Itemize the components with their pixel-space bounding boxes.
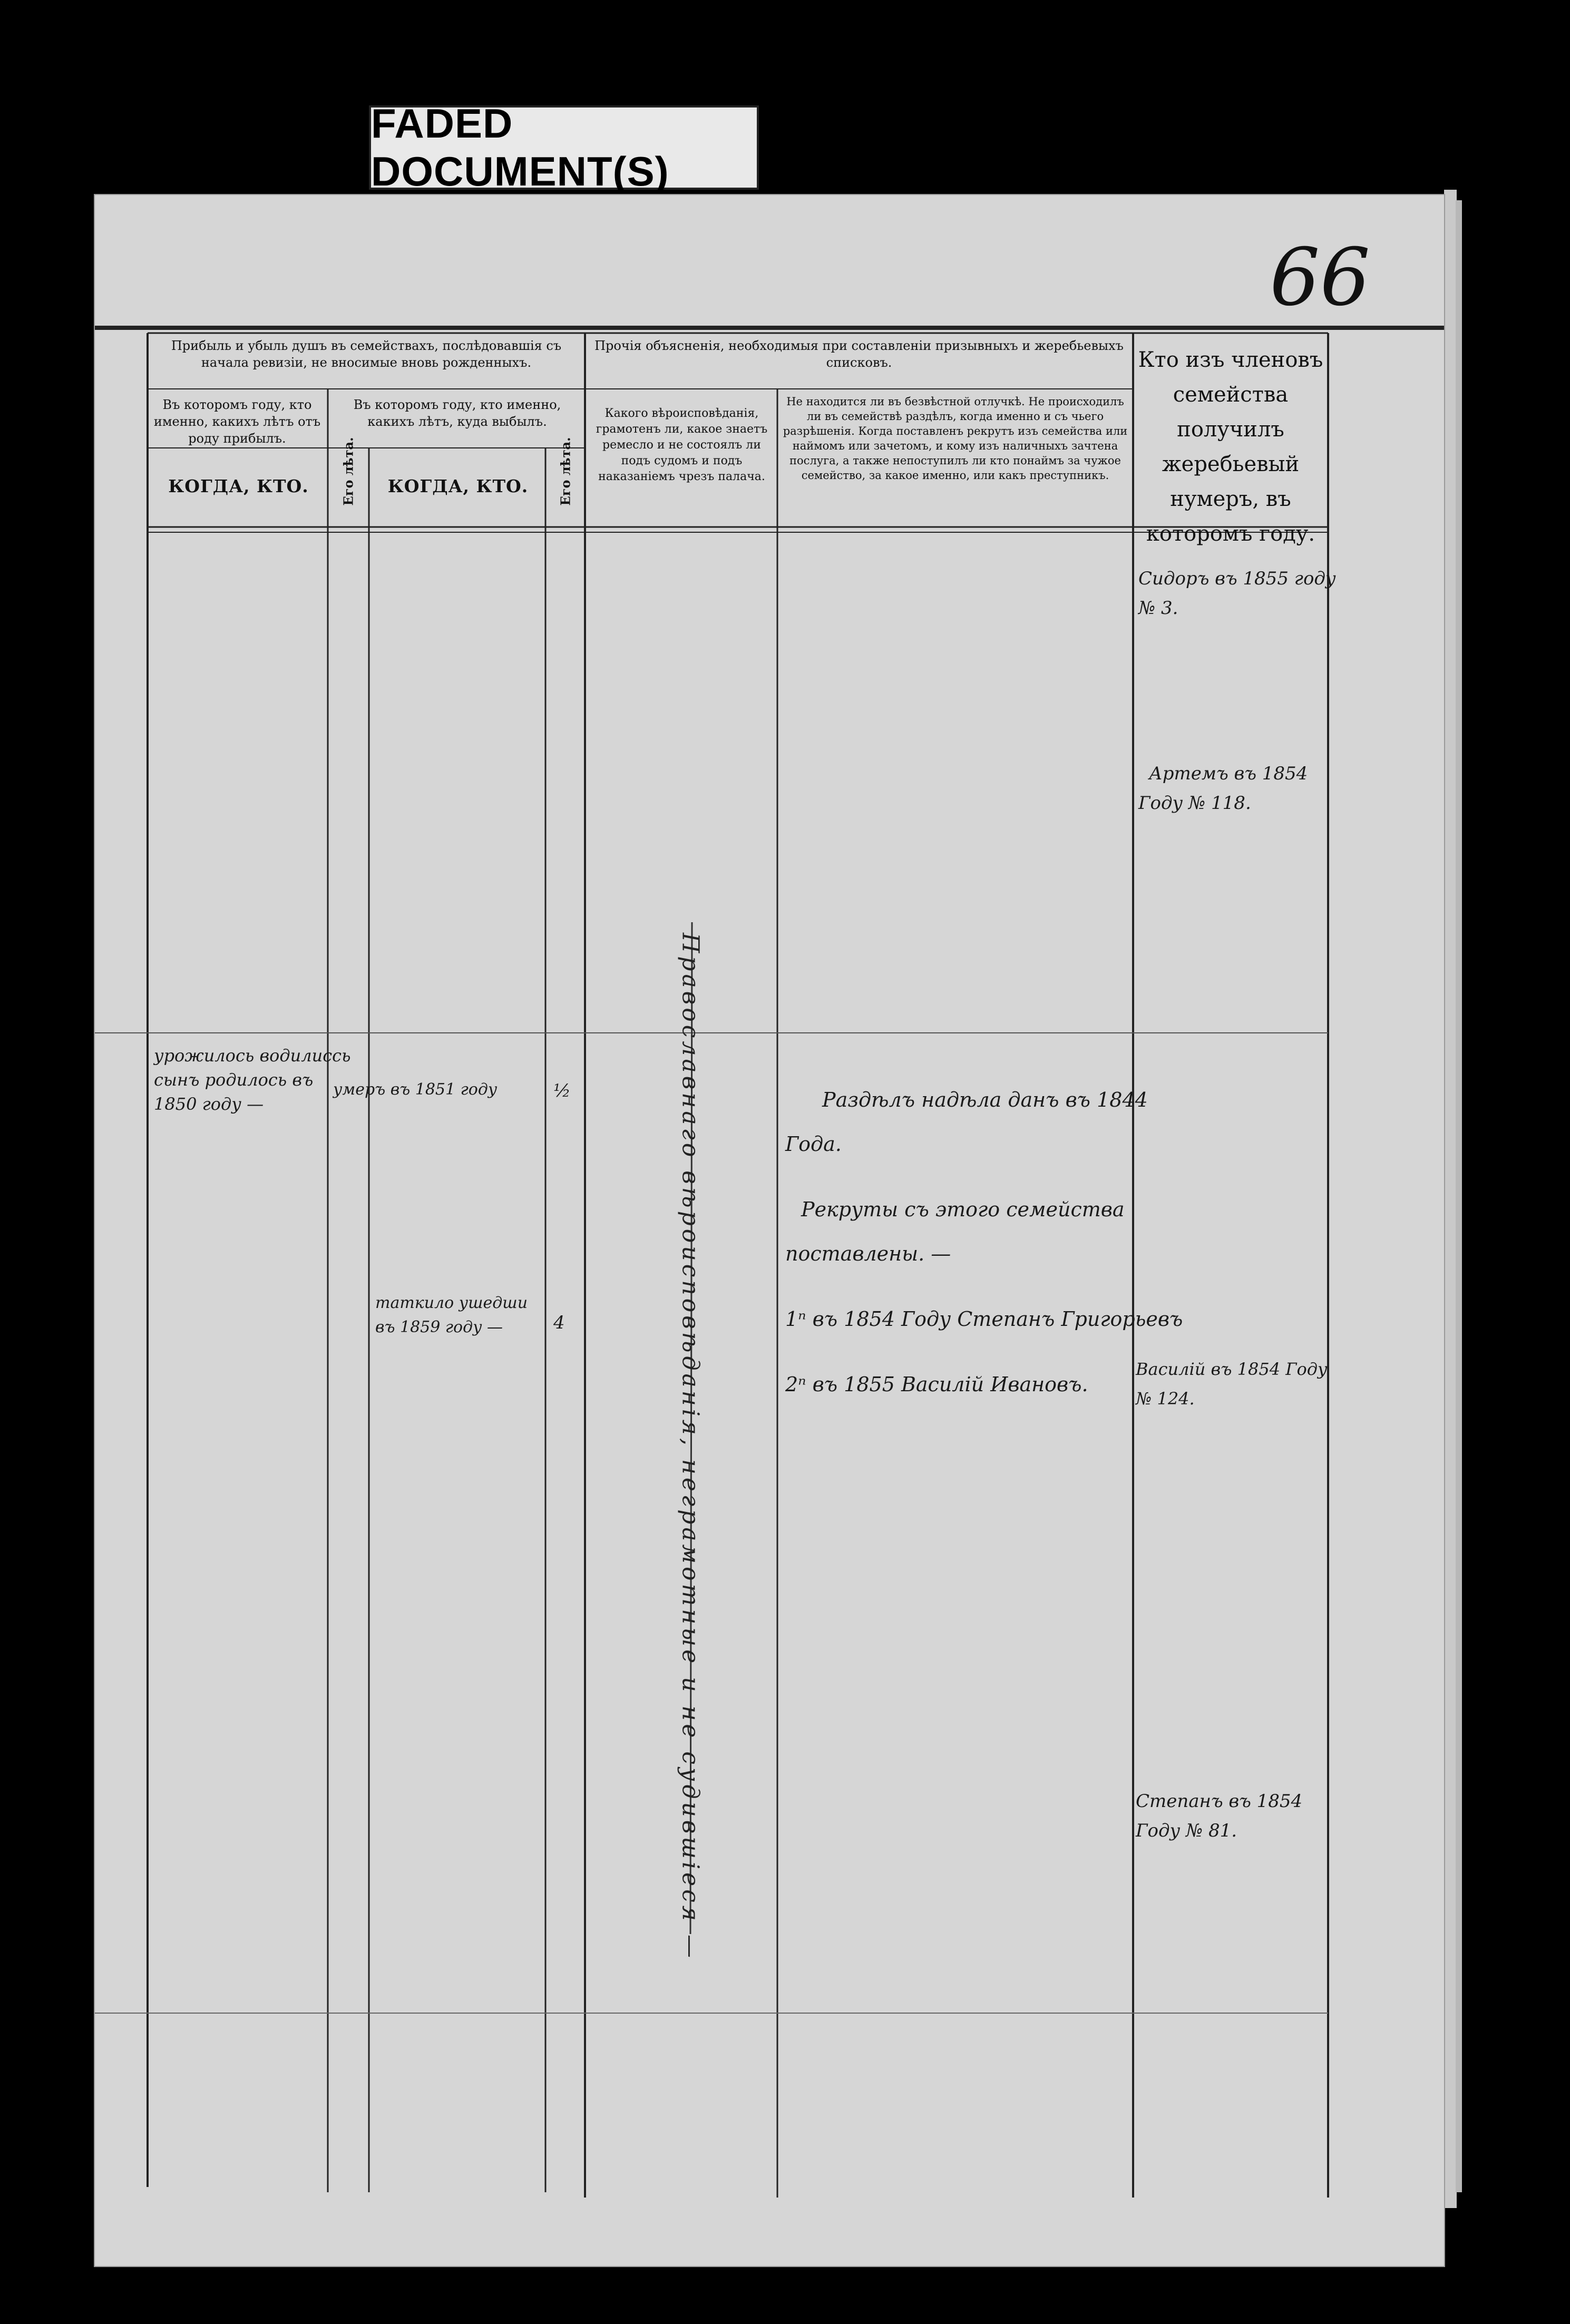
header-age-departed: Его лѣта. [558,437,573,506]
ledger-page [95,195,1444,2266]
header-absence-desc: Не находится ли въ безвѣстной отлучкѣ. Не происходилъ ли въ семействѣ раздѣлъ, когда именно и съ чьего разрѣшенія. Когда поставленъ рекрутъ изъ семейства или наймомъ или зачетомъ, и кому изъ наличныхъ зачтена послуга, а также непоступилъ ли кто понаймъ за чужое семейство, за какое именно, или какъ преступникъ. [783,395,1128,482]
absence-entry: Раздѣлъ надѣла данъ въ 1844 Года. Рекруты съ этого семейства поставлены. — 1ⁿ въ 1854 Году Степанъ Григорьевъ 2ⁿ въ 1855 Василій Ивановъ. [785,1088,1183,1396]
header-religion-desc: Какого вѣроисповѣданія, грамотенъ ли, какое знаетъ ремесло и не состоялъ ли подъ судомъ и подъ наказаніемъ чрезъ палача. [596,407,768,483]
header-lot-number: Кто изъ членовъ семейства получилъ жеребьевый нумеръ, въ которомъ году. [1138,348,1323,546]
lot-entry-1: Сидоръ въ 1855 году № 3. [1138,568,1336,619]
page-number: 66 [1270,232,1370,324]
header-when-who-arrived: КОГДА, КТО. [168,476,309,496]
religion-entry: Православнаго вѣроисповѣданія, неграмотные и не судившіеся — [677,933,704,1961]
arrived-entry: урожилось водилиссь сынъ родилось въ 1850 году — [154,1046,351,1114]
faded-document-tag [369,100,759,194]
departed-entry-2: таткило ушедши въ 1859 году — [375,1294,528,1336]
header-arrived-desc: Въ которомъ году, кто именно, какихъ лѣтъ отъ роду прибылъ. [153,397,321,446]
header-age-arrived: Его лѣта. [340,437,356,506]
lot-entry-2: Артемъ въ 1854 Году № 118. [1138,763,1308,814]
departed-entry-1-age: ½ [553,1080,571,1101]
header-group-gain-loss: Прибыль и убыль душъ въ семействахъ, послѣдовавшія съ начала ревизіи, не вносимые вновь рожденныхъ. [171,338,562,370]
page-edge-back [1456,200,1462,2192]
departed-entry-2-age: 4 [553,1312,565,1333]
faded-document-label: FADED DOCUMENT(S) [371,100,669,194]
departed-entry-1: умеръ въ 1851 году [333,1080,498,1099]
page-edge [1444,190,1457,2208]
lot-entry-3: Василій въ 1854 Году № 124. [1136,1359,1328,1409]
lot-entry-4: Степанъ въ 1854 Году № 81. [1136,1791,1303,1841]
header-when-who-departed: КОГДА, КТО. [387,476,529,496]
header-departed-desc: Въ которомъ году, кто именно, какихъ лѣтъ, куда выбылъ. [353,397,561,429]
header-group-other: Прочія объясненія, необходимыя при составленіи призывныхъ и жеребьевыхъ списковъ. [594,338,1124,370]
